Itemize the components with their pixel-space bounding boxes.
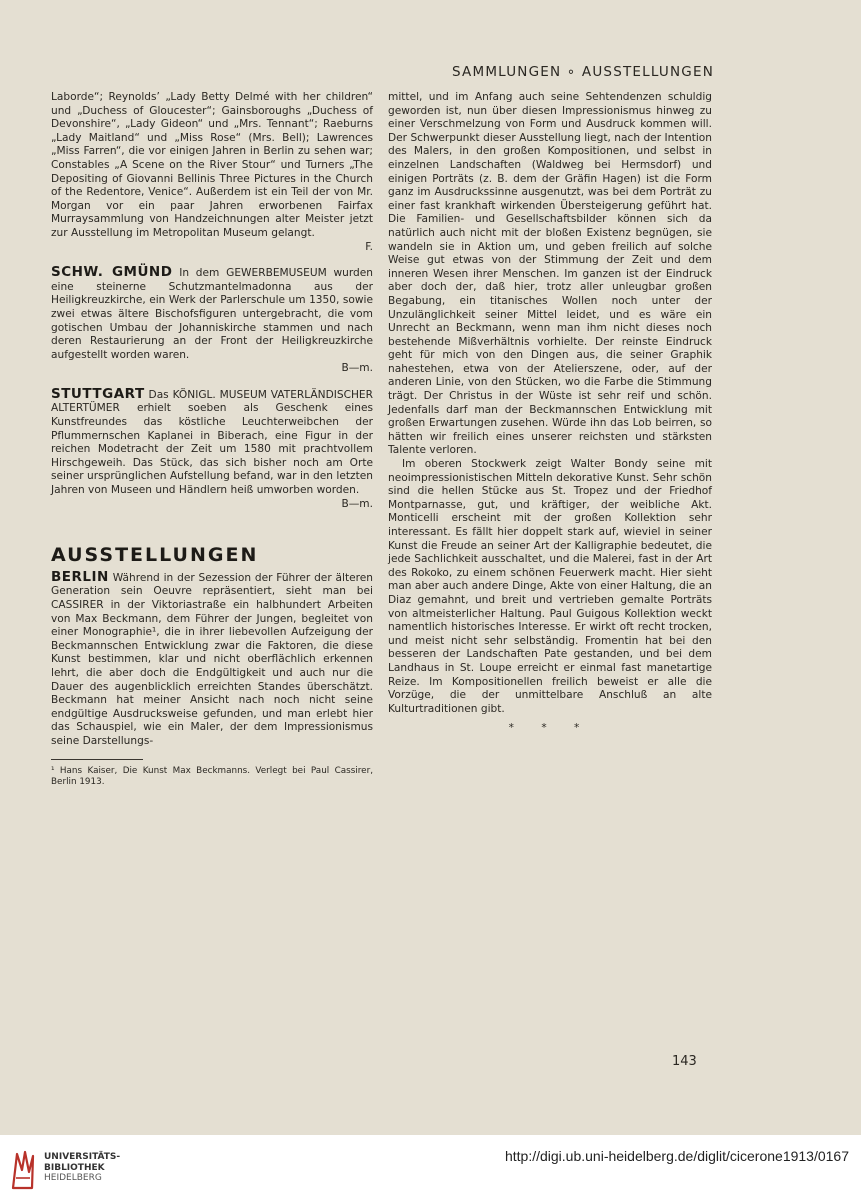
right-column: [388, 91, 712, 736]
gmuend-section: [51, 266, 373, 376]
footnote-divider: [51, 759, 143, 760]
berlin-text: Während in der Sezession der Führer der älteren Generation sein Oeuvre repräsentiert, sieht man bei CASSIRER in der Viktoriastraße ein halbhundert Arbeiten von Max Beckmann, dem Führer der Jungen, begleitet von einer Monographie¹, die in ihrer liebevollen Aufzeigung der Beckmannschen Entwicklung zwar die Faktoren, die diese Kunst bestimmen, klar und nicht oberflächlich erkennen lehrt, die aber doch die Endgültigkeit und auch nur die Dauer des augenblicklich erreichten Standes überschätzt. Beckmann hat meiner Ansicht nach noch nicht seine endgültige Ausdrucksweise gefunden, und man erlebt hier das Schauspiel, wie ein Maler, der dem Impressionismus seine Darstellungs-: [51, 571, 373, 747]
right-paragraph-2: Im oberen Stockwerk zeigt Walter Bondy seine mit neoimpressionistischen Mitteln dekorative Kunst. Sehr schön sind die hellen Stücke aus St. Tropez und der Friedhof Montparnasse, gut, und kräftiger, der weibliche Akt. Monticelli erscheint mit der großen Kollektion sehr interessant. Es fällt hier doppelt stark auf, wieviel in seiner Kunst die Freude an seiner Art der Kalligraphie bedeutet, die jede Sachlichkeit ausschaltet, und die Malerei, fast in der Art des Rokoko, zu einem schönen Feuerwerk macht. Hier sieht man aber auch andere Dinge, Akte von einer Haltung, die an Diaz gemahnt, und breit und vertrieben gemalte Porträts von altmeisterlicher Haltung. Paul Guigous Kollektion weckt namentlich historisches Interesse. Er wirkt oft recht trocken, und meist nicht sehr selbständig. Fromentin hat bei den besseren der Landschaften Pate gestanden, und bei dem Landhaus in St. Loupe erreicht er einmal fast manetartige Reize. Im Kompositionellen freilich beweist er alle die Vorzüge, die der unmittelbare Anschluß an alte Kulturtraditionen gibt.: [388, 458, 712, 715]
library-line-2: BIBLIOTHEK: [44, 1162, 105, 1173]
left-column: [51, 91, 373, 788]
gmuend-heading: SCHW. GMÜND: [51, 264, 173, 281]
library-line-1: UNIVERSITÄTS-: [44, 1152, 121, 1162]
right-paragraph-1: mittel, und im Anfang auch seine Sehtendenzen schuldig geworden ist, nun über diesen Impressionismus hinweg zu einer Verschmelzung von Form und Ausdruck kommen will. Der Schwerpunkt dieser Ausstellung liegt, nach der Intention des Malers, in den großen Kompositionen, und selbst in einzelnen Landschaften (Waldweg bei Hermsdorf) und einigen Porträts (z. B. dem der Gräfin Hagen) ist die Form ganz im Ausdruckssinne ausgenutzt, was bei dem Porträt zu einer fast krankhaft wirkenden Übersteigerung geführt hat. Die Familien- und Gesellschaftsbilder können sich da natürlich auch nicht mit der bloßen Existenz begnügen, sie wandeln sie in Aktion um, und geben freilich auf solche Weise gut etwas von der Stimmung der Zeit und dem inneren Wesen ihrer Menschen. Im ganzen ist der Eindruck aber doch der, daß hier, trotz aller unleugbar großen Begabung, ein titanisches Wollen noch unter der Unzulänglichkeit seiner Mittel leidet, und es wäre ein Unrecht an Beckmann, wenn man ihm nicht dieses noch bestehende Mißverhältnis vorhielte. Der reinste Eindruck geht für mich von den Dingen aus, die seiner Graphik nahestehen, etwa von der Atelierszene, oder, auf der anderen Linie, von den Stücken, wo die Farbe die Stimmung trägt. Der Christus in der Wüste ist sehr reif und schön. Jedenfalls darf man der Beckmannschen Entwicklung mit großen Erwartungen zusehen. Würde ihn das Lob beirren, so hätten wir freilich eines unserer reichsten und stärksten Talente verloren.: [388, 91, 712, 457]
section-title-ausstellungen: AUSSTELLUNGEN: [51, 544, 259, 567]
running-head: SAMMLUNGEN ∘ AUSSTELLUNGEN: [452, 64, 714, 80]
berlin-paragraph: [51, 568, 373, 749]
footer-bar: [0, 1135, 861, 1203]
stuttgart-text: Das KÖNIGL. MUSEUM VATERLÄNDISCHER ALTERTÜMER erhielt soeben als Geschenk eines Kunstfreundes das köstliche Leuchterweibchen der Pflummernschen Kaplanei in Biberach, eine Figur in der reichen Modetracht der Zeit um 1580 mit prachtvollem Hirschgeweih. Das Stück, das sich bisher noch am Orte seiner ursprünglichen Aufstellung befand, war in den letzten Jahren von Museen und Händlern heiß umworben worden.: [51, 388, 373, 497]
library-line-3: HEIDELBERG: [44, 1173, 102, 1183]
stuttgart-signature: B—m.: [341, 497, 373, 510]
section-stars: * * *: [508, 722, 592, 735]
library-name: [44, 1152, 120, 1184]
intro-paragraph: Laborde“; Reynolds’ „Lady Betty Delmé with her children“ und „Duchess of Gloucester“; Gainsboroughs „Duchess of Devonshire“, „Lady Gideon“ und „Mrs. Tennant“; Raeburns „Lady Maitland“ und „Miss Rose“ (Mrs. Bell); Lawrences „Miss Farren“, die vor einigen Jahren in Berlin zu sehen war; Constables „A Scene on the River Stour“ und Turners „The Depositing of Giovanni Bellinis Three Pictures in the Church of the Redentore, Venice“. Außerdem ist ein Teil der von Mr. Morgan vor ein paar Jahren erworbenen Fairfax Murraysammlung von Handzeichnungen alter Meister jetzt zur Ausstellung im Metropolitan Museum gelangt.: [51, 91, 373, 239]
berlin-heading: BERLIN: [51, 568, 109, 585]
university-seal-icon: [10, 1150, 36, 1190]
stuttgart-section: [51, 385, 373, 511]
gmuend-text: In dem GEWERBEMUSEUM wurden eine steinerne Schutzmantelmadonna aus der Heiligkreuzkirche, ein Werk der Parlerschule um 1350, sowie zwei etwas ältere Bischofsfiguren untergebracht, die vom gotischen Umbau der Johanniskirche stammen und nach deren Restaurierung an der Front der Heiligkreuzkirche aufgestellt worden waren.: [51, 267, 373, 361]
source-url-link[interactable]: http://digi.ub.uni-heidelberg.de/diglit/cicerone1913/0167: [504, 1148, 849, 1164]
stuttgart-heading: STUTTGART: [51, 385, 145, 402]
footnote: ¹ Hans Kaiser, Die Kunst Max Beckmanns. Verlegt bei Paul Cassirer, Berlin 1913.: [51, 765, 373, 787]
gmuend-signature: B—m.: [341, 362, 373, 375]
intro-signature: F.: [365, 240, 373, 253]
page-number: 143: [672, 1054, 697, 1069]
